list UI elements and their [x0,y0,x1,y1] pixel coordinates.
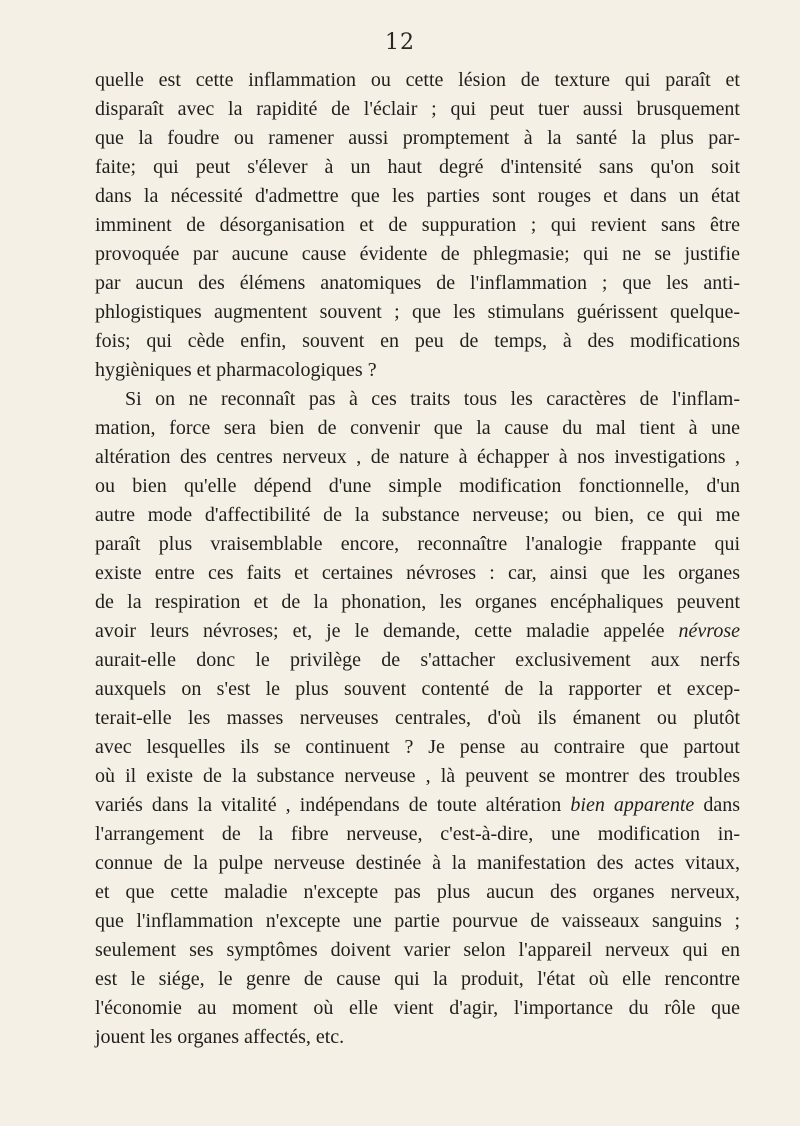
text-segment: avoir leurs névroses; et, je le demande, cette maladie appelée [95,620,665,642]
text-line: que la foudre ou ramener aussi promptement à la santé la plus par- [95,127,740,149]
text-line: ou bien qu'elle dépend d'une simple modification fonctionnelle, d'un [95,475,740,497]
text-line: imminent de désorganisation et de suppuration ; qui revient sans être [95,214,740,236]
text-line: faite; qui peut s'élever à un haut degré d'intensité sans qu'on soit [95,156,740,178]
text-line: existe entre ces faits et certaines névroses : car, ainsi que les organes [95,562,740,584]
text-line: terait-elle les masses nerveuses centrales, d'où ils émanent ou plutôt [95,707,740,729]
text-line-nevrose [95,617,740,646]
text-line: disparaît avec la rapidité de l'éclair ; qui peut tuer aussi brusquement [95,98,740,120]
text-line: aurait-elle donc le privilège de s'attacher exclusivement aux nerfs [95,649,740,671]
text-line: mation, force sera bien de convenir que la cause du mal tient à une [95,417,740,439]
text-line: seulement ses symptômes doivent varier selon l'appareil nerveux qui en [95,939,740,961]
body-text [95,66,740,1052]
text-line: phlogistiques augmentent souvent ; que les stimulans guérissent quelque- [95,301,740,323]
text-line-bien-apparente [95,791,740,820]
text-line: que l'inflammation n'excepte une partie pourvue de vaisseaux sanguins ; [95,910,740,932]
text-line: paraît plus vraisemblable encore, reconnaître l'analogie frappante qui [95,533,740,555]
text-line: où il existe de la substance nerveuse , là peuvent se montrer des troubles [95,765,740,787]
page-number: 12 [385,30,415,55]
italic-term: névrose [678,620,741,642]
text-line: auxquels on s'est le plus souvent contenté de la rapporter et excep- [95,678,740,700]
text-line: Si on ne reconnaît pas à ces traits tous les caractères de l'inflam- [125,388,740,410]
text-line: l'économie au moment où elle vient d'agir, l'importance du rôle que [95,997,740,1019]
text-line: l'arrangement de la fibre nerveuse, c'est-à-dire, une modification in- [95,823,740,845]
text-segment: variés dans la vitalité , indépendans de toute altération [95,794,562,816]
text-segment: dans [694,794,740,816]
text-line: quelle est cette inflammation ou cette lésion de texture qui paraît et [95,69,740,91]
text-line: par aucun des élémens anatomiques de l'inflammation ; que les anti- [95,272,740,294]
italic-term: bien apparente [570,794,695,816]
text-line: fois; qui cède enfin, souvent en peu de temps, à des modifications [95,330,740,352]
text-line: dans la nécessité d'admettre que les parties sont rouges et dans un état [95,185,740,207]
text-line: connue de la pulpe nerveuse destinée à la manifestation des actes vitaux, [95,852,740,874]
text-line: et que cette maladie n'excepte pas plus aucun des organes nerveux, [95,881,740,903]
text-line: est le siége, le genre de cause qui la produit, l'état où elle rencontre [95,968,740,990]
text-line: avec lesquelles ils se continuent ? Je pense au contraire que partout [95,736,740,758]
text-line: provoquée par aucune cause évidente de phlegmasie; qui ne se justifie [95,243,740,265]
text-line: jouent les organes affectés, etc. [95,1026,345,1048]
text-line: de la respiration et de la phonation, les organes encéphaliques peuvent [95,591,740,613]
text-line: hygièniques et pharmacologiques ? [95,359,377,381]
text-line: altération des centres nerveux , de nature à échapper à nos investigations , [95,446,740,468]
text-line: autre mode d'affectibilité de la substance nerveuse; ou bien, ce qui me [95,504,740,526]
